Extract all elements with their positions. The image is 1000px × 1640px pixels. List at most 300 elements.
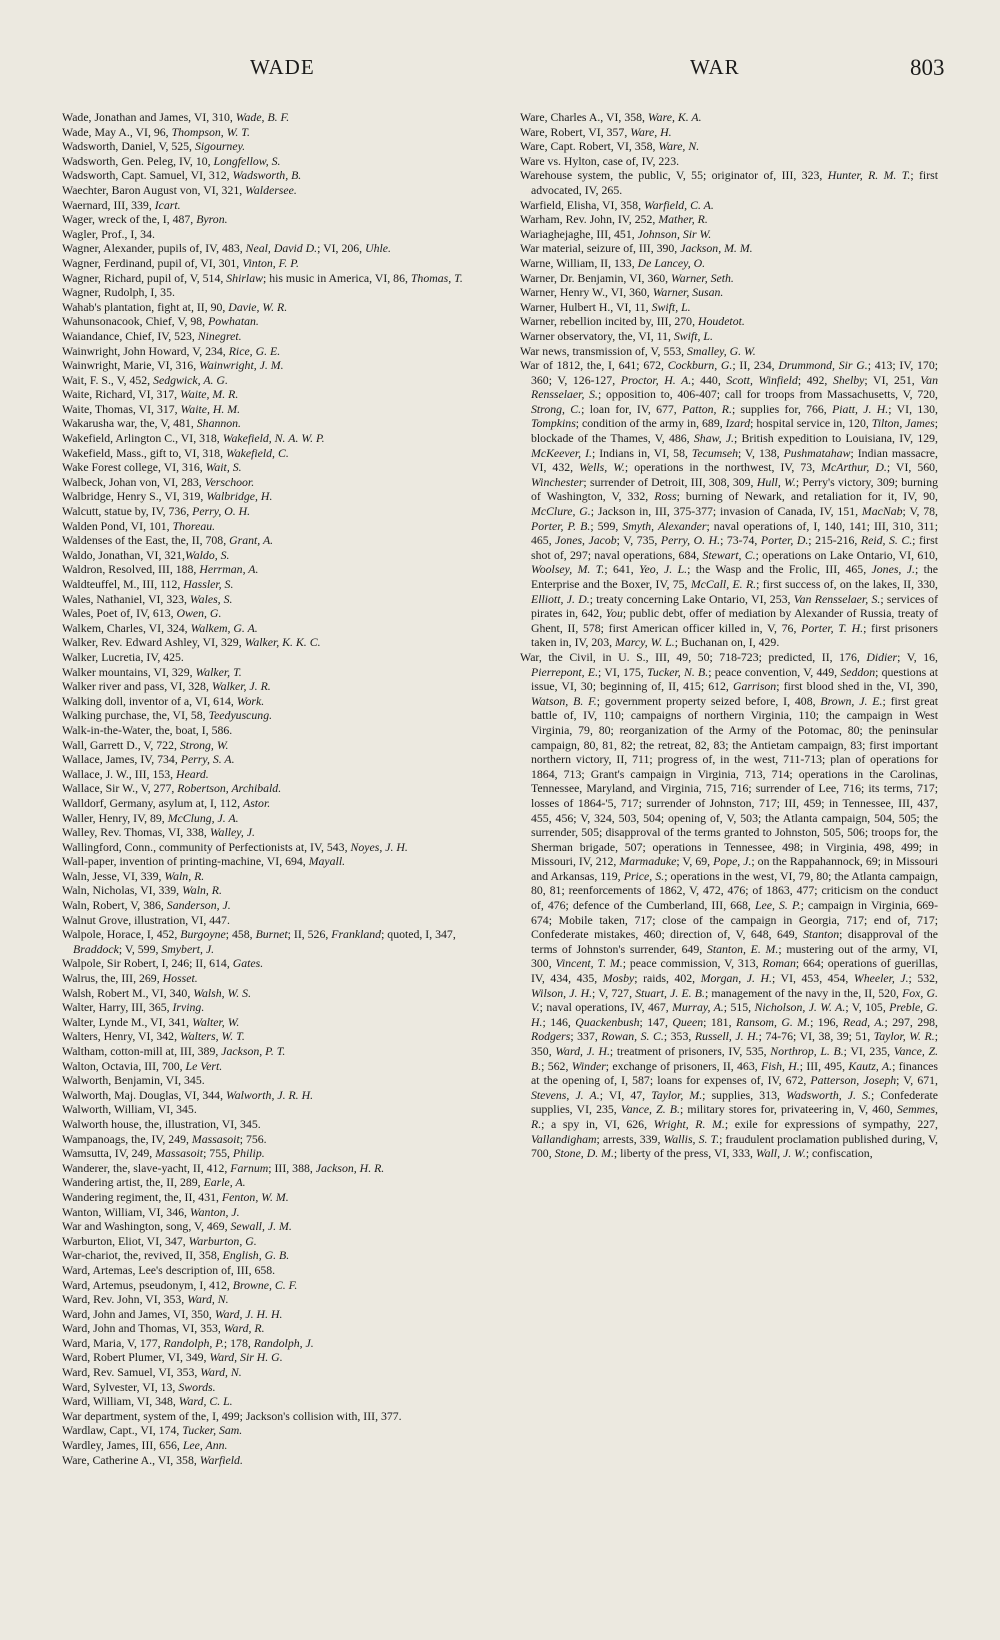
entry-reference: Tompkins bbox=[531, 416, 576, 431]
entry-reference: Ward, R. bbox=[223, 1321, 265, 1336]
entry-text: Walking purchase, the, VI, 58, bbox=[62, 708, 209, 723]
entry-text: ; first great battle of, IV, 110; campaigns of northern Virginia, 110; the campaign in West Virginia, 79, 80; reorganization of the Army of the Potomac, 80; the peninsular campaign, 80, 81, 82; the retreat, 82, 83; the Antietam campaign, 83; first important northern victory, II, 711; progress of, in the west, 711-713; plan of operations for 1864, 713; Grant's campaign in Virginia, 713, 714; operations in the Carolinas, Tennessee, Maryland, and Virginia, 715, 716; surrender of Lee, 716; its terms, 717; losses of 1864-'5, 717; surrender of Johnston, 717; III, 459; in Tennessee, III, 437, 455, 456; V, 324, 503, 504; opening of, V, 503; the Atlanta campaign, 504, 505; the surrender, 505; disapproval of the terms granted to Johnston, 505, 506; troops for, the Sherman brigade, 507; operations in Tennessee, 498; in Virginia, 498, 499; in Missouri, IV, 212, bbox=[531, 693, 939, 869]
entry-reference: MacNab bbox=[861, 504, 903, 519]
entry-reference: Shaw, J. bbox=[693, 431, 734, 446]
entry-text: Ward, John and James, VI, 350, bbox=[62, 1306, 215, 1321]
entry-reference: Winchester bbox=[531, 474, 584, 489]
entry-reference: Walker, T. bbox=[195, 664, 242, 679]
entry-text: Waite, Richard, VI, 317, bbox=[62, 387, 181, 402]
index-entry bbox=[62, 1102, 498, 1117]
entry-reference: Izard bbox=[725, 416, 751, 431]
entry-reference: Hull, W. bbox=[756, 474, 796, 489]
entry-text: Ward, Rev. Samuel, VI, 353, bbox=[62, 1365, 201, 1380]
entry-text: Warburton, Eliot, VI, 347, bbox=[62, 1233, 189, 1248]
entry-reference: McCall, E. R. bbox=[690, 577, 757, 591]
entry-text: Waln, Jesse, VI, 339, bbox=[62, 868, 165, 883]
running-head-left: WADE bbox=[250, 55, 315, 79]
entry-text: Wagner, Ferdinand, pupil of, VI, 301, bbox=[62, 255, 243, 270]
entry-reference: Work. bbox=[236, 693, 265, 708]
entry-reference: Pierrepont, E. bbox=[531, 664, 599, 679]
index-entry bbox=[62, 125, 498, 140]
entry-reference: Warburton, G. bbox=[188, 1233, 257, 1248]
entry-reference: Woolsey, M. T. bbox=[531, 562, 605, 577]
entry-reference: Mosby bbox=[602, 971, 635, 986]
entry-text: ; first advocated, IV, 265. bbox=[531, 168, 939, 197]
index-entry bbox=[62, 1044, 498, 1059]
entry-reference: Proctor, H. A. bbox=[620, 372, 692, 387]
entry-reference: Thompson, W. T. bbox=[171, 124, 250, 139]
index-entry bbox=[62, 1117, 498, 1132]
index-entry bbox=[62, 241, 498, 256]
entry-reference: Wallis, S. T. bbox=[663, 1131, 720, 1146]
entry-reference: Walley, J. bbox=[209, 825, 255, 840]
index-entry bbox=[62, 285, 498, 300]
index-entry bbox=[520, 314, 938, 329]
entry-text: Wahunsonacook, Chief, V, 98, bbox=[62, 314, 209, 329]
entry-reference: Vallandigham bbox=[531, 1131, 597, 1146]
entry-text: ; V, 599, bbox=[118, 941, 162, 956]
left-column bbox=[62, 110, 498, 1467]
index-entry bbox=[62, 767, 498, 782]
entry-reference: Taylor, W. R. bbox=[873, 1029, 935, 1044]
index-entry bbox=[520, 285, 938, 300]
index-entry bbox=[62, 1409, 498, 1424]
index-entry bbox=[62, 1000, 498, 1015]
entry-reference: Wait, S. bbox=[205, 460, 242, 475]
index-entry bbox=[62, 446, 498, 461]
index-entry bbox=[62, 635, 498, 650]
entry-reference: Jones, Jacob bbox=[555, 533, 617, 548]
entry-reference: Drummond, Sir G. bbox=[778, 358, 868, 373]
entry-text: ; first blood shed in the, VI, 390, bbox=[776, 679, 938, 694]
index-entry bbox=[62, 898, 498, 913]
entry-reference: Rice, G. E. bbox=[228, 343, 281, 358]
entry-text: Wadsworth, Capt. Samuel, VI, 312, bbox=[62, 168, 233, 183]
entry-reference: Ward, C. L. bbox=[178, 1394, 233, 1409]
entry-reference: Jones, J. bbox=[871, 562, 915, 577]
entry-reference: Patton, R. bbox=[682, 401, 732, 416]
entry-text: ; 147, bbox=[639, 1014, 673, 1029]
entry-text: Walley, Rev. Thomas, VI, 338, bbox=[62, 825, 210, 840]
entry-reference: Jackson, H. R. bbox=[315, 1160, 385, 1175]
entry-text: Waernard, III, 339, bbox=[62, 197, 155, 212]
entry-reference: Hunter, R. M. T. bbox=[827, 168, 911, 183]
entry-text: Wakefield, Mass., gift to, VI, 318, bbox=[62, 445, 226, 460]
entry-text: ; a spy in, VI, 626, bbox=[541, 1116, 654, 1131]
entry-text: Wanton, William, VI, 346, bbox=[62, 1204, 190, 1219]
entry-text: ; VI, 235, bbox=[843, 1044, 894, 1058]
index-entry bbox=[62, 913, 498, 928]
entry-text: Walworth house, the, illustration, VI, 345. bbox=[62, 1116, 261, 1131]
index-entry bbox=[62, 1146, 498, 1161]
entry-text: ; disapproval of the terms of Johnston's surrender, 649, bbox=[531, 927, 939, 956]
entry-text: ; V, 69, bbox=[676, 854, 714, 869]
entry-text: Wake Forest college, VI, 316, bbox=[62, 460, 206, 475]
entry-reference: Ward, N. bbox=[187, 1292, 229, 1307]
entry-reference: Fox, G. V. bbox=[531, 985, 938, 1015]
entry-reference: Walsh, W. S. bbox=[193, 985, 252, 1000]
index-entry bbox=[62, 256, 498, 271]
entry-reference: Braddock bbox=[73, 941, 119, 956]
entry-text: ; VI, 560, bbox=[886, 460, 938, 475]
entry-text: Walton, Octavia, III, 700, bbox=[62, 1058, 186, 1073]
index-entry bbox=[62, 1234, 498, 1249]
entry-reference: Seddon bbox=[840, 664, 876, 679]
index-entry bbox=[62, 781, 498, 796]
index-entry bbox=[62, 1336, 498, 1351]
entry-reference: Neal, David D. bbox=[245, 241, 318, 256]
index-entry bbox=[62, 1205, 498, 1220]
index-entry bbox=[520, 168, 938, 197]
index-entry bbox=[62, 271, 498, 286]
index-entry bbox=[62, 1029, 498, 1044]
entry-text: Walpole, Horace, I, 452, bbox=[62, 927, 181, 942]
index-entry bbox=[62, 402, 498, 417]
entry-text: War material, seizure of, III, 390, bbox=[520, 241, 681, 256]
entry-reference: Powhatan. bbox=[208, 314, 259, 329]
entry-text: ; V, 138, bbox=[738, 445, 784, 460]
entry-reference: Ward, N. bbox=[200, 1365, 242, 1380]
entry-reference: Fenton, W. M. bbox=[221, 1189, 289, 1204]
index-entry bbox=[62, 1292, 498, 1307]
entry-text: ; III, 388, bbox=[268, 1160, 316, 1175]
entry-text: ; 755, bbox=[203, 1146, 233, 1161]
entry-reference: Vinton, F. P. bbox=[242, 255, 299, 270]
entry-text: ; confiscation, bbox=[805, 1146, 873, 1161]
entry-reference: Walker, K. K. C. bbox=[244, 635, 321, 650]
entry-text: Wakarusha war, the, V, 481, bbox=[62, 416, 197, 431]
entry-reference: Wakefield, C. bbox=[225, 445, 289, 460]
entry-reference: Le Vert. bbox=[185, 1058, 223, 1073]
entry-text: Waite, Thomas, VI, 317, bbox=[62, 401, 181, 416]
index-entry bbox=[62, 592, 498, 607]
entry-text: Warner, Hulbert H., VI, 11, bbox=[520, 299, 652, 314]
entry-text: Wagler, Prof., I, 34. bbox=[62, 226, 155, 241]
entry-reference: Hosset. bbox=[162, 971, 198, 986]
entry-reference: English, G. B. bbox=[222, 1248, 290, 1263]
index-entry bbox=[62, 927, 498, 956]
entry-reference: Rodgers bbox=[531, 1029, 571, 1044]
index-entry bbox=[62, 431, 498, 446]
index-entry bbox=[520, 241, 938, 256]
entry-reference: Houdetot. bbox=[697, 314, 745, 329]
entry-reference: Swift, L. bbox=[651, 299, 691, 314]
entry-text: Warehouse system, the public, V, 55; originator of, III, 323, bbox=[520, 168, 828, 183]
right-column bbox=[520, 110, 938, 1161]
entry-text: ; first shot of, 297; naval operations, 684, bbox=[531, 533, 938, 562]
index-entry bbox=[62, 1161, 498, 1176]
index-entry bbox=[62, 1059, 498, 1074]
entry-reference: Stanton bbox=[803, 927, 840, 942]
entry-text: ; 74-76; VI, 38, 39; 51, bbox=[758, 1029, 874, 1044]
entry-text: Waldron, Resolved, III, 188, bbox=[62, 562, 200, 577]
entry-reference: Walkem, G. A. bbox=[190, 620, 258, 635]
entry-reference: Tucker, Sam. bbox=[182, 1423, 243, 1438]
entry-reference: Stevens, J. A. bbox=[531, 1087, 600, 1102]
entry-reference: Mather, R. bbox=[658, 212, 708, 227]
entry-reference: Swift, L. bbox=[673, 328, 713, 343]
entry-reference: Icart. bbox=[154, 197, 181, 212]
entry-reference: Longfellow, S. bbox=[213, 153, 281, 168]
entry-text: Walworth, William, VI, 345. bbox=[62, 1102, 197, 1117]
entry-reference: Thoreau. bbox=[172, 518, 216, 533]
entry-text: Walters, Henry, VI, 342, bbox=[62, 1029, 180, 1044]
index-entry bbox=[62, 1350, 498, 1365]
entry-text: Walpole, Sir Robert, I, 246; II, 614, bbox=[62, 956, 233, 971]
index-entry bbox=[62, 650, 498, 665]
entry-reference: Swords. bbox=[178, 1379, 216, 1394]
entry-text: ; Indian massacre, VI, 432, bbox=[531, 445, 938, 475]
entry-text: Walden Pond, VI, 101, bbox=[62, 518, 173, 533]
entry-reference: Tilton, James bbox=[871, 416, 935, 431]
entry-text: ; questions at issue, VI, 30; beginning of, II, 415; 612, bbox=[531, 664, 938, 694]
entry-text: Ware vs. Hylton, case of, IV, 223. bbox=[520, 153, 680, 168]
entry-text: Walsh, Robert M., VI, 340, bbox=[62, 985, 194, 1000]
entry-text: ; 297, 298, bbox=[884, 1014, 938, 1029]
entry-text: ; treatment of prisoners, IV, 535, bbox=[609, 1044, 771, 1058]
entry-reference: Cockburn, G. bbox=[667, 358, 733, 373]
index-entry bbox=[62, 110, 498, 125]
entry-reference: McKeever, I. bbox=[531, 445, 592, 460]
entry-text: Wakefield, Arlington C., VI, 318, bbox=[62, 431, 223, 446]
entry-text: ; naval operations of, I, 140, 141; III, 310, 311; 465, bbox=[531, 518, 938, 548]
entry-text: ; treaty concerning Lake Ontario, VI, 253, bbox=[589, 591, 794, 606]
entry-reference: McClure, G. bbox=[531, 504, 591, 519]
index-entry bbox=[62, 752, 498, 767]
entry-reference: Wadsworth, J. S. bbox=[786, 1087, 871, 1102]
index-entry bbox=[520, 344, 938, 359]
entry-text: ; VI, 206, bbox=[317, 241, 366, 256]
index-entry bbox=[62, 489, 498, 504]
entry-reference: Ross bbox=[654, 489, 677, 504]
index-entry bbox=[62, 1132, 498, 1147]
index-entry bbox=[62, 1423, 498, 1438]
entry-reference: Randolph, J. bbox=[253, 1335, 314, 1350]
entry-reference: Earle, A. bbox=[203, 1175, 246, 1190]
index-entry bbox=[62, 986, 498, 1001]
entry-text: War and Washington, song, V, 469, bbox=[62, 1219, 231, 1234]
entry-reference: Smyth, Alexander bbox=[622, 518, 707, 533]
entry-reference: Ransom, G. M. bbox=[735, 1014, 811, 1029]
index-entry bbox=[62, 825, 498, 840]
index-entry bbox=[62, 198, 498, 213]
entry-reference: Porter, T. H. bbox=[801, 620, 864, 635]
entry-reference: Browne, C. F. bbox=[232, 1277, 298, 1292]
entry-text: ; 73-74, bbox=[720, 533, 761, 548]
entry-reference: Watson, B. F. bbox=[531, 693, 597, 708]
entry-reference: Winder bbox=[571, 1058, 606, 1073]
entry-reference: Pope, J. bbox=[713, 854, 752, 869]
entry-reference: Jackson, P. T. bbox=[221, 1044, 286, 1058]
index-entry bbox=[62, 738, 498, 753]
entry-text: ; management of the navy in the, II, 520, bbox=[704, 985, 903, 1000]
index-entry bbox=[520, 110, 938, 125]
entry-text: Wall-paper, invention of printing-machine, VI, 694, bbox=[62, 854, 309, 869]
entry-text: ; operations in the northwest, IV, 73, bbox=[624, 460, 822, 475]
entry-reference: Noyes, J. H. bbox=[350, 839, 408, 854]
entry-text: Wales, Poet of, IV, 613, bbox=[62, 606, 177, 621]
entry-text: Walker, Lucretia, IV, 425. bbox=[62, 649, 184, 664]
entry-text: Wardlaw, Capt., VI, 174, bbox=[62, 1423, 183, 1438]
index-entry bbox=[62, 811, 498, 826]
entry-text: ; VI, 453, 454, bbox=[771, 971, 854, 986]
index-entry bbox=[62, 358, 498, 373]
entry-reference: Wall, J. W. bbox=[755, 1146, 806, 1161]
index-entry bbox=[62, 475, 498, 490]
entry-text: Warham, Rev. John, IV, 252, bbox=[520, 212, 659, 227]
entry-reference: Marmaduke bbox=[619, 854, 677, 869]
entry-text: ; 532, bbox=[908, 971, 939, 986]
entry-reference: Randolph, P. bbox=[163, 1335, 224, 1350]
index-entry bbox=[62, 665, 498, 680]
entry-reference: Didier bbox=[866, 649, 898, 664]
entry-reference: Ninegret. bbox=[197, 328, 242, 343]
entry-text: Ward, Artemas, Lee's description of, III, 658. bbox=[62, 1262, 276, 1277]
entry-reference: You bbox=[605, 606, 623, 621]
entry-text: Waldo, Jonathan, VI, 321, bbox=[62, 547, 186, 562]
entry-reference: Scott, Winfield bbox=[726, 372, 798, 387]
entry-reference: Tecumseh bbox=[691, 445, 738, 460]
index-entry bbox=[62, 621, 498, 636]
entry-text: ; public debt, offer of mediation by Alexander of Russia, treaty of Ghent, II, 578; first American officer killed in, V, 76, bbox=[531, 606, 938, 635]
entry-text: Warner, Henry W., VI, 360, bbox=[520, 285, 653, 300]
entry-text: ; liberty of the press, VI, 333, bbox=[613, 1146, 756, 1161]
entry-reference: Johnson, Sir W. bbox=[637, 226, 712, 241]
entry-text: Ware, Charles A., VI, 358, bbox=[520, 110, 648, 124]
index-entry bbox=[62, 212, 498, 227]
entry-reference: Porter, P. B. bbox=[531, 518, 591, 533]
entry-reference: Ward, Sir H. G. bbox=[209, 1350, 283, 1365]
entry-text: Wallace, Sir W., V, 277, bbox=[62, 781, 178, 796]
entry-text: ; exchange of prisoners, II, 463, bbox=[605, 1058, 761, 1073]
entry-text: Walworth, Maj. Douglas, VI, 344, bbox=[62, 1087, 226, 1102]
entry-reference: Astor. bbox=[242, 795, 271, 810]
entry-text: Wahab's plantation, fight at, II, 90, bbox=[62, 299, 229, 314]
entry-text: Walldorf, Germany, asylum at, I, 112, bbox=[62, 795, 243, 810]
entry-reference: Stanton, E. M. bbox=[706, 941, 779, 956]
index-entry bbox=[520, 271, 938, 286]
entry-text: ; V, 78, bbox=[902, 504, 938, 519]
entry-text: Warner observatory, the, VI, 11, bbox=[520, 328, 674, 343]
entry-reference: Perry, O. H. bbox=[192, 504, 251, 519]
entry-reference: Mayall. bbox=[308, 854, 346, 869]
entry-text: Wampanoags, the, IV, 249, bbox=[62, 1131, 192, 1146]
entry-text: Wallace, J. W., III, 153, bbox=[62, 766, 177, 781]
entry-reference: Rowan, S. C. bbox=[601, 1029, 664, 1044]
entry-text: ; 515, bbox=[723, 1000, 755, 1015]
entry-text: Walworth, Benjamin, VI, 345. bbox=[62, 1073, 205, 1088]
index-entry bbox=[62, 1088, 498, 1103]
entry-reference: Hassler, S. bbox=[183, 577, 234, 591]
entry-reference: Price, S. bbox=[623, 868, 665, 883]
entry-text: Walbeck, Johan von, VI, 283, bbox=[62, 474, 205, 489]
entry-reference: Wheeler, J. bbox=[853, 971, 909, 986]
running-head-center: WAR bbox=[690, 55, 740, 79]
index-entry bbox=[520, 154, 938, 169]
index-entry bbox=[62, 708, 498, 723]
entry-text: Wait, F. S., V, 452, bbox=[62, 372, 154, 387]
index-entry bbox=[62, 1365, 498, 1380]
entry-reference: Herrman, A. bbox=[199, 562, 259, 577]
entry-text: ; peace convention, V, 449, bbox=[708, 664, 841, 679]
entry-text: ; condition of the army in, 689, bbox=[575, 416, 726, 431]
index-entry bbox=[62, 373, 498, 388]
entry-reference: Walter, W. bbox=[192, 1014, 240, 1029]
entry-reference: Van Rensselaer, S. bbox=[531, 372, 938, 402]
index-entry bbox=[62, 1190, 498, 1205]
index-entry bbox=[62, 577, 498, 592]
entry-text: ; V, 16, bbox=[897, 649, 938, 664]
entry-text: Wade, May A., VI, 96, bbox=[62, 124, 172, 139]
index-entry bbox=[62, 1248, 498, 1263]
index-entry bbox=[62, 416, 498, 431]
entry-reference: Shirlaw bbox=[226, 270, 263, 285]
entry-text: Wainwright, Marie, VI, 316, bbox=[62, 358, 200, 373]
index-entry bbox=[62, 548, 498, 563]
index-entry bbox=[62, 154, 498, 169]
entry-text: ; naval operations, IV, 467, bbox=[539, 1000, 673, 1015]
entry-text: Waln, Nicholas, VI, 339, bbox=[62, 883, 183, 898]
entry-text: Walcutt, statue by, IV, 736, bbox=[62, 504, 193, 519]
entry-reference: Wells, W. bbox=[579, 460, 625, 475]
entry-text: ; the Enterprise and the Boxer, IV, 75, bbox=[531, 562, 939, 591]
entry-reference: Wright, R. M. bbox=[653, 1116, 725, 1131]
entry-text: ; mustering out of the army, VI, 300, bbox=[531, 941, 939, 971]
entry-reference: Porter, D. bbox=[760, 533, 809, 548]
entry-text: Waller, Henry, IV, 89, bbox=[62, 810, 168, 825]
entry-text: ; first success of, on the lakes, II, 330, bbox=[756, 577, 938, 591]
entry-text: Walker, Rev. Edward Ashley, VI, 329, bbox=[62, 635, 245, 650]
entry-reference: Tucker, N. B. bbox=[646, 664, 709, 679]
entry-text: ; the Wasp and the Frolic, III, 465, bbox=[687, 562, 872, 577]
entry-reference: Roman bbox=[762, 956, 796, 971]
entry-text: Wagner, Alexander, pupils of, IV, 483, bbox=[62, 241, 246, 256]
index-entry bbox=[520, 212, 938, 227]
entry-reference: Yeo, J. L. bbox=[639, 562, 688, 577]
entry-text: War-chariot, the, revived, II, 358, bbox=[62, 1248, 223, 1263]
entry-reference: Sedgwick, A. G. bbox=[153, 372, 228, 387]
entry-text: ; 562, bbox=[541, 1058, 572, 1073]
entry-text: ; VI, 130, bbox=[888, 401, 938, 416]
entry-text: War news, transmission of, V, 553, bbox=[520, 343, 688, 358]
entry-reference: Frankland bbox=[331, 927, 382, 942]
entry-reference: Walker, J. R. bbox=[211, 679, 271, 694]
index-entry bbox=[62, 796, 498, 811]
entry-reference: Uhle. bbox=[365, 241, 391, 256]
entry-text: Warner, Dr. Benjamin, VI, 360, bbox=[520, 270, 672, 285]
entry-reference: Stewart, C. bbox=[702, 547, 756, 562]
entry-text: ; 146, bbox=[542, 1014, 576, 1029]
entry-text: Ward, Artemus, pseudonym, I, 412, bbox=[62, 1277, 233, 1292]
entry-text: Ware, Catherine A., VI, 358, bbox=[62, 1452, 200, 1467]
entry-text: Wadsworth, Gen. Peleg, IV, 10, bbox=[62, 153, 214, 168]
entry-reference: Marcy, W. L. bbox=[615, 635, 675, 650]
entry-reference: Waldo, S. bbox=[185, 547, 230, 562]
entry-reference: Queen bbox=[672, 1014, 704, 1029]
entry-reference: Burnet bbox=[255, 927, 288, 942]
entry-text: Warfield, Elisha, VI, 358, bbox=[520, 197, 644, 212]
index-entry bbox=[520, 300, 938, 315]
index-entry bbox=[62, 227, 498, 242]
index-entry bbox=[62, 300, 498, 315]
entry-text: ; loan for, IV, 677, bbox=[581, 401, 683, 416]
entry-reference: Vance, Z. B. bbox=[531, 1044, 939, 1073]
index-entry bbox=[62, 519, 498, 534]
entry-text: ; opposition to, 406-407; call for troops from Massachusetts, V, 720, bbox=[598, 387, 938, 402]
entry-reference: McClung, J. A. bbox=[167, 810, 239, 825]
index-entry bbox=[520, 139, 938, 154]
entry-text: Walker mountains, VI, 329, bbox=[62, 664, 196, 679]
